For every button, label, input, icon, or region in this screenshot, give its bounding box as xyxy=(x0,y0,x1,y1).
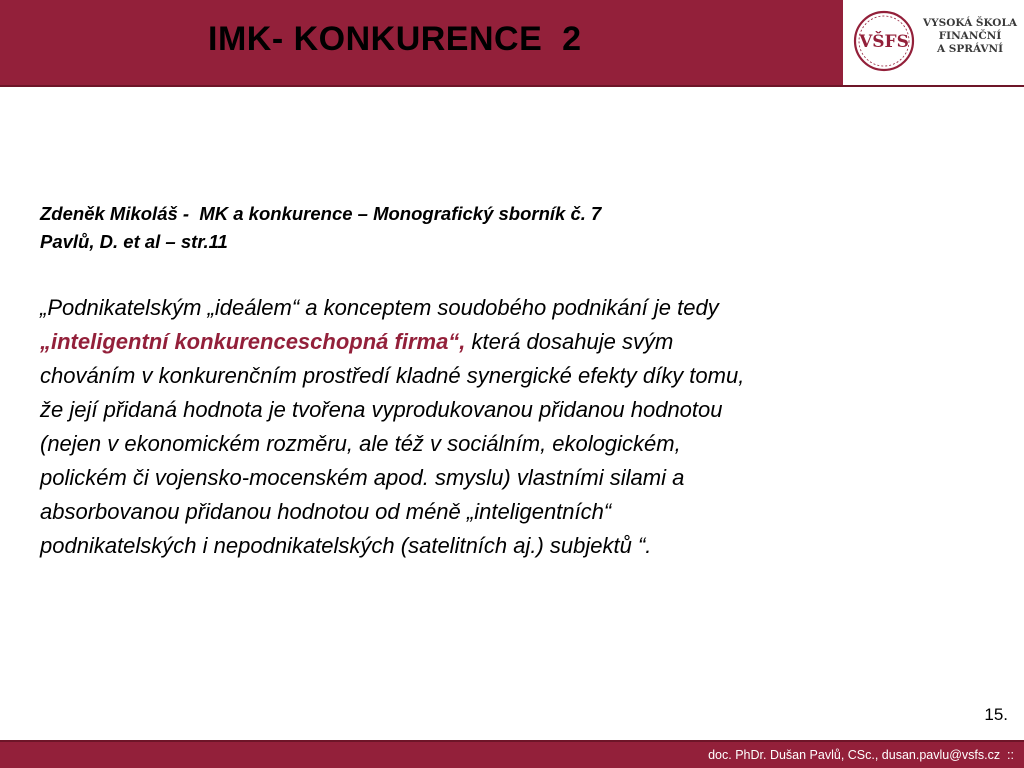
school-name-line-1: VYSOKÁ ŠKOLA xyxy=(923,17,1017,29)
quote-line-6: polickém či vojensko-mocenském apod. smyslu) vlastními silami a xyxy=(40,465,685,490)
page-number: 15. xyxy=(984,705,1008,724)
school-name-line-2: FINANČNÍ xyxy=(938,30,1002,42)
school-name xyxy=(920,17,1020,56)
footer-band xyxy=(0,740,1024,768)
school-logo xyxy=(843,0,1024,85)
header-divider xyxy=(0,85,1024,87)
quote-line-7: absorbovanou přidanou hodnotou od méně „inteligentních“ xyxy=(40,499,612,524)
vsfs-emblem-icon xyxy=(853,10,915,72)
source-citation xyxy=(40,200,980,256)
quote-line-2 xyxy=(40,325,970,359)
citation-line-1: Zdeněk Mikoláš - MK a konkurence – Monografický sborník č. 7 xyxy=(40,203,602,224)
slide-title: IMK- KONKURENCE 2 xyxy=(208,20,582,58)
quote-line-3: chováním v konkurenčním prostředí kladné synergické efekty díky tomu, xyxy=(40,363,745,388)
quote-line-8: podnikatelských i nepodnikatelských (satelitních aj.) subjektů “. xyxy=(40,533,652,558)
quote-line-5: (nejen v ekonomickém rozměru, ale též v sociálním, ekologickém, xyxy=(40,431,681,456)
quote-paragraph xyxy=(40,291,970,563)
header-band xyxy=(0,0,843,85)
quote-line-4: že její přidaná hodnota je tvořena vyprodukovanou přidanou hodnotou xyxy=(40,397,723,422)
citation-line-2: Pavlů, D. et al – str.11 xyxy=(40,231,228,252)
footer-author-contact: doc. PhDr. Dušan Pavlů, CSc., dusan.pavlu@vsfs.cz :: xyxy=(708,748,1014,762)
school-name-line-3: A SPRÁVNÍ xyxy=(936,43,1004,55)
quote-line-2-rest: která dosahuje svým xyxy=(465,329,674,354)
quote-highlight-term: „inteligentní konkurenceschopná firma“, xyxy=(40,329,466,354)
quote-line-1: „Podnikatelským „ideálem“ a konceptem soudobého podnikání je tedy xyxy=(40,295,719,320)
logo-monogram: VŠFS xyxy=(859,32,909,52)
